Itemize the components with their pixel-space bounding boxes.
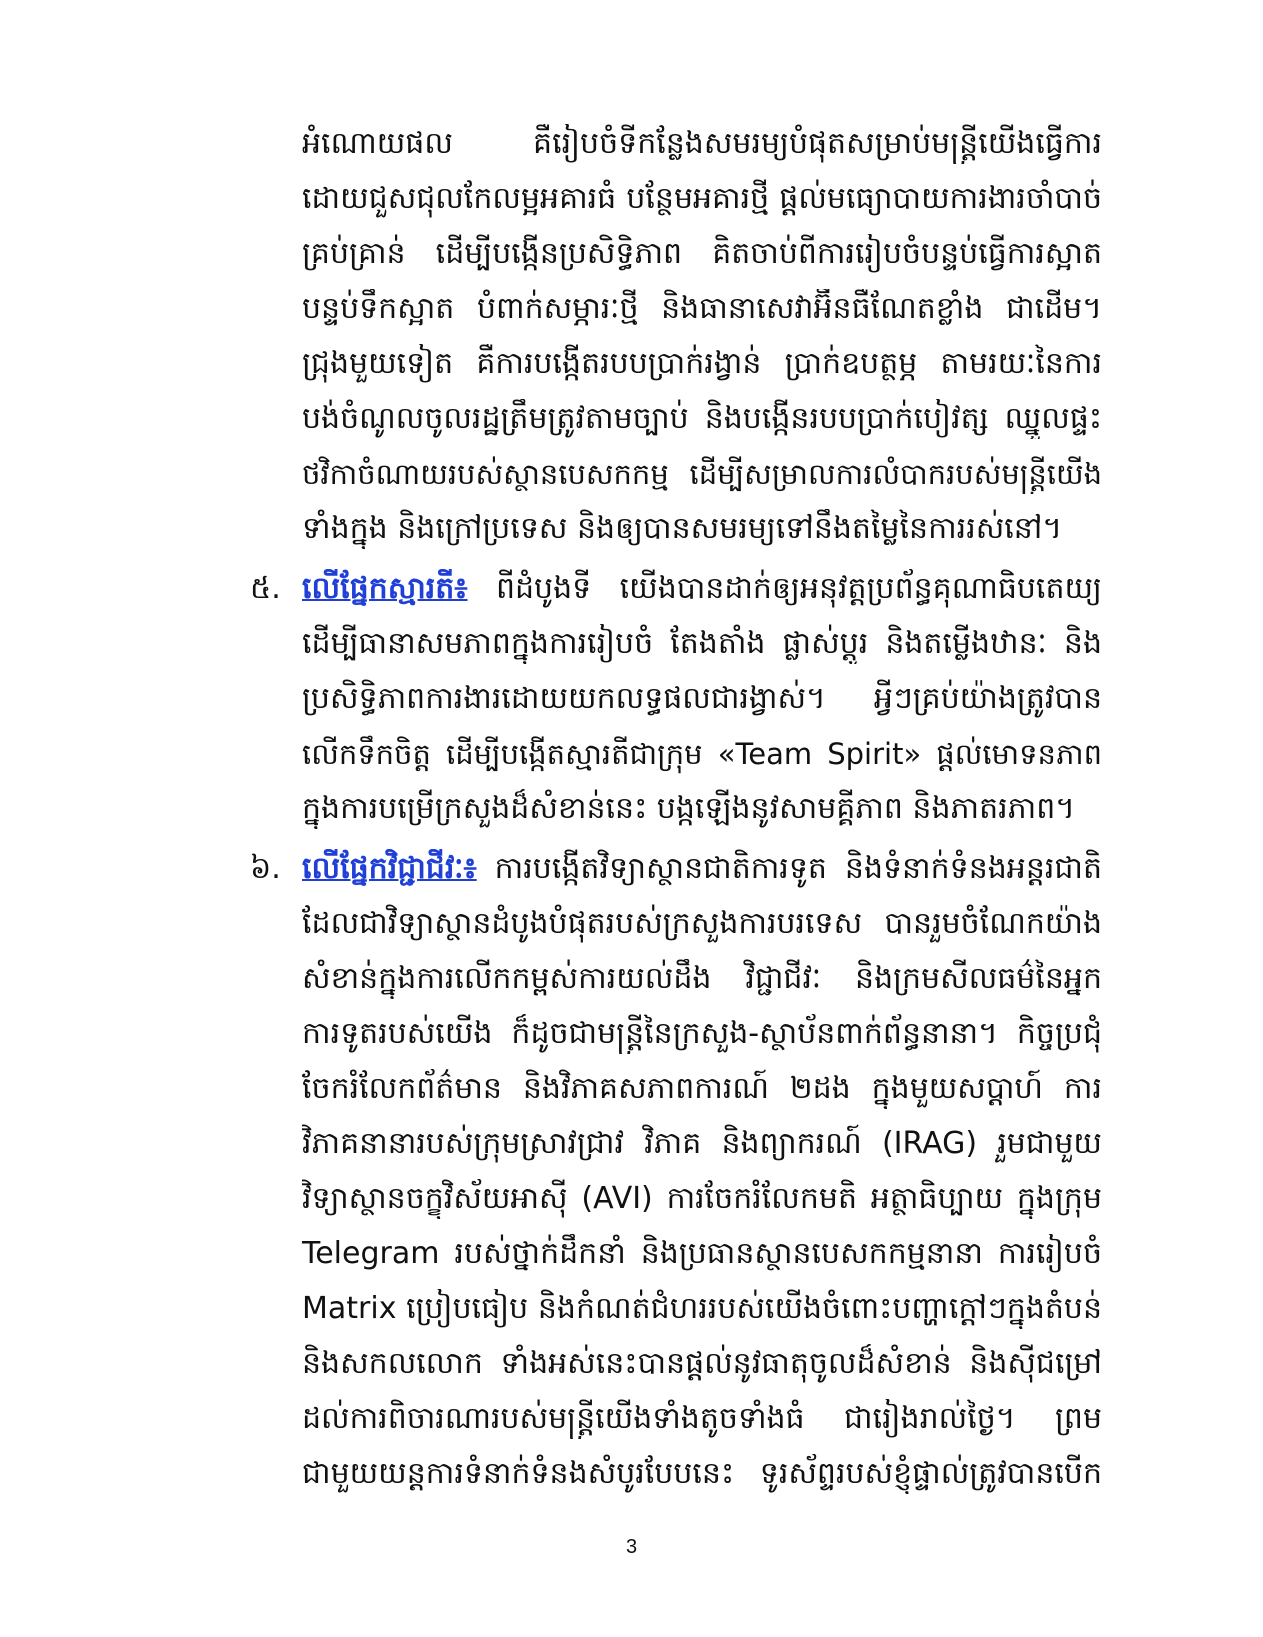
paragraph-line: ការទូតរបស់យើង ក៏ដូចជាមន្ត្រីនៃក្រសួង-ស្ថាប័នពាក់ព័ន្ធនានា។ កិច្ចប្រជុំ <box>302 1016 1102 1051</box>
paragraph-line: ក្នុងការបម្រើក្រសួងដ៏សំខាន់នេះ បង្កឡើងនូវសាមគ្គីភាព និងភាតរភាព។ <box>302 791 1076 826</box>
paragraph-line: អំណោយផល គឺរៀបចំទីកន្លែងសមរម្យបំផុតសម្រាប់មន្ត្រីយើងធ្វើការ <box>302 126 1102 161</box>
page-number: 3 <box>625 1536 638 1558</box>
paragraph-line: បន្ទប់ទឹកស្អាត បំពាក់សម្ភារៈថ្មី និងធានាសេវាអ៊ីនធឺណែតខ្លាំង ជាដើម។ <box>302 291 1102 326</box>
paragraph-line: ដែលជាវិទ្យាស្ថានដំបូងបំផុតរបស់ក្រសួងការបរទេស បានរួមចំណែកយ៉ាង <box>302 906 1102 941</box>
paragraph-line: វិទ្យាស្ថានចក្ខុវិស័យអាស៊ី (AVI) ការចែករំលែកមតិ អត្ថាធិប្បាយ ក្នុងក្រុម <box>302 1181 1102 1216</box>
section-6-heading-link[interactable]: លើផ្នែកវិជ្ជាជីវៈ៖ <box>302 851 477 886</box>
paragraph-line: ជ្រុងមួយទៀត គឺការបង្កើតរបបប្រាក់រង្វាន់ ប្រាក់ឧបត្ថម្ភ តាមរយៈនៃការ <box>302 346 1102 381</box>
paragraph-line: ប្រសិទ្ធិភាពការងារដោយយកលទ្ធផលជារង្វាស់។ អ្វីៗគ្រប់យ៉ាងត្រូវបាន <box>302 681 1102 716</box>
section-6-first-line-text: ការបង្កើតវិទ្យាស្ថានជាតិការទូត និងទំនាក់ទំនងអន្តរជាតិ <box>476 851 1102 886</box>
section-5-heading-link[interactable]: លើផ្នែកស្មារតី៖ <box>302 571 468 606</box>
paragraph-line: សំខាន់ក្នុងការលើកកម្ពស់ការយល់ដឹង វិជ្ជាជីវៈ និងក្រមសីលធម៌នៃអ្នក <box>302 961 1102 996</box>
paragraph-line: ដោយជួសជុលកែលម្អអគារធំ បន្ថែមអគារថ្មី ផ្ដល់មធ្យោបាយការងារចាំបាច់ <box>302 181 1102 216</box>
section-6-first-line <box>302 849 1102 889</box>
paragraph-line: Telegram របស់ថ្នាក់ដឹកនាំ និងប្រធានស្ថានបេសកកម្មនានា ការរៀបចំ <box>302 1236 1102 1271</box>
paragraph-line: ដើម្បីធានាសមភាពក្នុងការរៀបចំ តែងតាំង ផ្លាស់ប្ដូរ និងតម្លើងឋានៈ និង <box>302 626 1102 661</box>
paragraph-line: Matrix ប្រៀបធៀប និងកំណត់ជំហររបស់យើងចំពោះបញ្ហាក្ដៅៗក្នុងតំបន់ <box>302 1291 1102 1326</box>
paragraph-line: ទាំងក្នុង និងក្រៅប្រទេស និងឲ្យបានសមរម្យទៅនឹងតម្លៃនៃការរស់នៅ។ <box>302 511 1063 546</box>
paragraph-line: បង់ចំណូលចូលរដ្ឋត្រឹមត្រូវតាមច្បាប់ និងបង្កើនរបបប្រាក់បៀវត្ស ឈ្នួលផ្ទះ <box>302 401 1102 436</box>
paragraph-line: លើកទឹកចិត្ត ដើម្បីបង្កើតស្មារតីជាក្រុម «Team Spirit» ផ្ដល់មោទនភាព <box>302 737 1102 771</box>
paragraph-line: ចែករំលែកព័ត៌មាន និងវិភាគសភាពការណ៍ ២ដង ក្នុងមួយសប្ដាហ៍ ការ <box>302 1071 1102 1106</box>
section-5-first-line <box>302 569 1102 609</box>
paragraph-line: វិភាគនានារបស់ក្រុមស្រាវជ្រាវ វិភាគ និងព្យាករណ៍ (IRAG) រួមជាមួយ <box>302 1126 1102 1161</box>
list-number: ៦. <box>250 851 281 886</box>
section-5-first-line-text: ពីដំបូងទី យើងបានដាក់ឲ្យអនុវត្តប្រព័ន្ធគុណាធិបតេយ្យ <box>467 571 1102 606</box>
paragraph-line: និងសកលលោក ទាំងអស់នេះបានផ្ដល់នូវធាតុចូលដ៏សំខាន់ និងស៊ីជម្រៅ <box>302 1346 1102 1381</box>
paragraph-line: ដល់ការពិចារណារបស់មន្ត្រីយើងទាំងតូចទាំងធំ ជារៀងរាល់ថ្ងៃ។ ព្រម <box>302 1401 1102 1436</box>
paragraph-line: គ្រប់គ្រាន់ ដើម្បីបង្កើនប្រសិទ្ធិភាព គិតចាប់ពីការរៀបចំបន្ទប់ធ្វើការស្អាត <box>302 236 1102 271</box>
paragraph-line: ថវិកាចំណាយរបស់ស្ថានបេសកកម្ម ដើម្បីសម្រាលការលំបាករបស់មន្ត្រីយើង <box>302 457 1102 491</box>
list-number: ៥. <box>250 571 281 606</box>
paragraph-line: ជាមួយយន្តការទំនាក់ទំនងសំបូរបែបនេះ ទូរស័ព្ទរបស់ខ្ញុំផ្ទាល់ត្រូវបានបើក <box>302 1456 1102 1491</box>
